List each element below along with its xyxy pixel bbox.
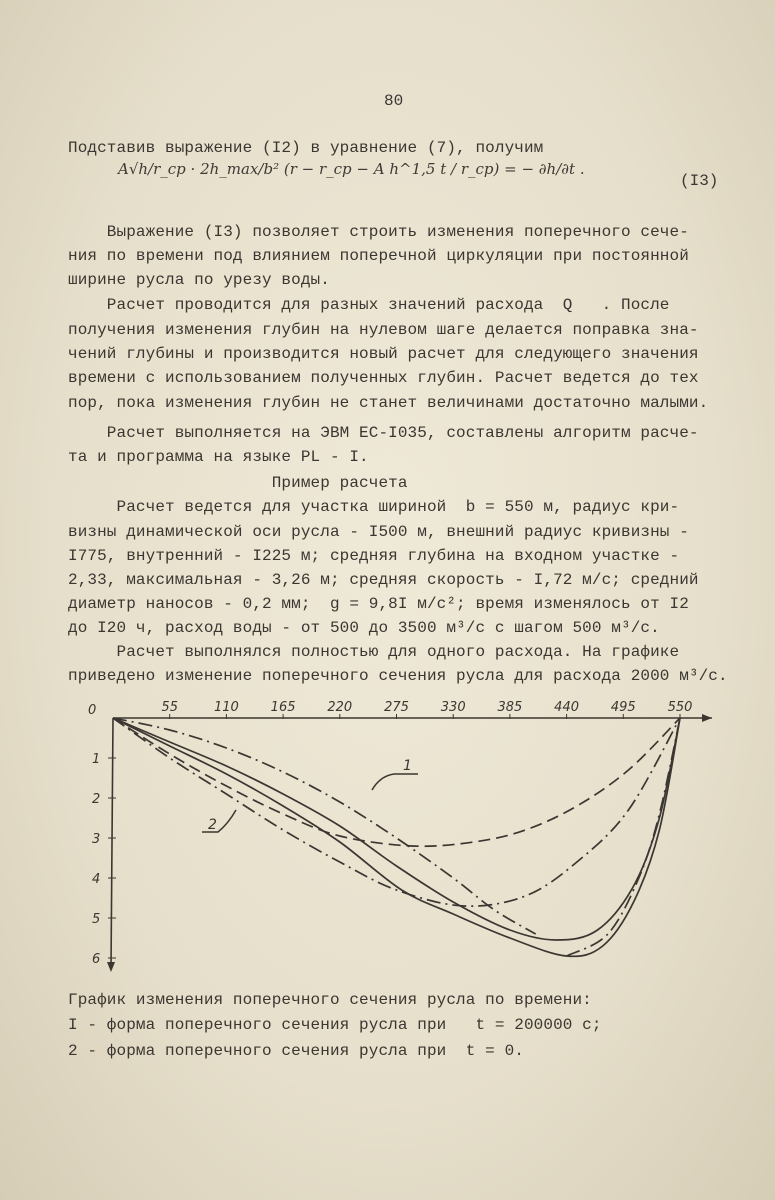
x-tick-label: 440 <box>554 700 580 715</box>
body-line: Расчет выполнялся полностью для одного расхода. На графике <box>68 643 680 661</box>
body-line: приведено изменение поперечного сечения русла для расхода 2000 м³/с. <box>68 667 728 685</box>
curve-1-label: 1 <box>403 758 412 774</box>
y-tick-label: 3 <box>92 832 101 847</box>
curve-dashdot-2 <box>113 718 680 906</box>
x-tick-label: 220 <box>327 700 353 715</box>
body-line: ния по времени под влиянием поперечной циркуляции при постоянной <box>68 247 689 265</box>
x-tick-label: 385 <box>497 700 523 715</box>
curve-dashdot-1 <box>113 718 536 934</box>
y-axis-arrow-icon <box>107 962 115 972</box>
formula-13: A√h/r_ср · 2h_max/b² (r − r_ср − A h^1,5 t / r_ср) = − ∂h/∂t . <box>118 160 585 178</box>
caption-line-1: I - форма поперечного сечения русла при t = 200000 с; <box>68 1016 602 1034</box>
body-line: времени с использованием полученных глубин. Расчет ведется до тех <box>68 369 699 387</box>
x-tick-label: 55 <box>161 700 178 715</box>
y-tick-label: 1 <box>92 752 101 767</box>
body-line: 2,33, максимальная - 3,26 м; средняя скорость - I,72 м/с; средний <box>68 571 699 589</box>
x-tick-label: 550 <box>667 700 693 715</box>
x-tick-label: 275 <box>384 700 409 715</box>
body-line: до I20 ч, расход воды - от 500 до 3500 м³/с с шагом 500 м³/с. <box>68 619 660 637</box>
caption-line-2: 2 - форма поперечного сечения русла при t = 0. <box>68 1042 524 1060</box>
caption-title: График изменения поперечного сечения русла по времени: <box>68 991 592 1009</box>
x-axis-arrow-icon <box>702 714 712 722</box>
curve-1-leader <box>372 774 418 790</box>
page-number: 80 <box>384 92 404 110</box>
x-tick-label: 330 <box>440 700 466 715</box>
y-tick-label: 6 <box>92 952 101 967</box>
body-line: ширине русла по урезу воды. <box>68 271 330 289</box>
intro-line: Подставив выражение (I2) в уравнение (7), получим <box>68 139 544 157</box>
y-axis <box>111 718 113 968</box>
body-line: Пример расчета <box>68 474 408 492</box>
y-tick-label: 5 <box>92 912 101 927</box>
y-tick-label: 2 <box>92 792 101 807</box>
equation-number: (I3) <box>680 172 719 190</box>
body-line: пор, пока изменения глубин не станет величинами достаточно малыми. <box>68 394 709 412</box>
curve-2-label: 2 <box>208 817 217 833</box>
body-line: визны динамической оси русла - I500 м, внешний радиус кривизны - <box>68 523 689 541</box>
body-line: I775, внутренний - I225 м; средняя глубина на входном участке - <box>68 547 680 565</box>
curve-solid-a <box>113 718 680 940</box>
curve-dashed <box>113 718 680 846</box>
body-line: та и программа на языке PL - I. <box>68 448 369 466</box>
body-line: Выражение (I3) позволяет строить изменения поперечного сече- <box>68 223 689 241</box>
body-line: Расчет проводится для разных значений расхода Q . После <box>68 296 670 314</box>
body-line: диаметр наносов - 0,2 мм; g = 9,8I м/с²; время изменялось от I2 <box>68 595 689 613</box>
x-tick-label: 165 <box>270 700 296 715</box>
body-line: Расчет ведется для участка шириной b = 550 м, радиус кри- <box>68 498 680 516</box>
x-tick-label: 110 <box>213 700 239 715</box>
body-line: получения изменения глубин на нулевом шаге делается поправка зна- <box>68 321 699 339</box>
body-line: чений глубины и производится новый расчет для следующего значения <box>68 345 699 363</box>
body-line: Расчет выполняется на ЭВМ ЕС-I035, составлены алгоритм расче- <box>68 424 699 442</box>
y-tick-label: 4 <box>92 872 101 887</box>
y-tick-label: 0 <box>88 703 97 718</box>
x-tick-label: 495 <box>610 700 636 715</box>
